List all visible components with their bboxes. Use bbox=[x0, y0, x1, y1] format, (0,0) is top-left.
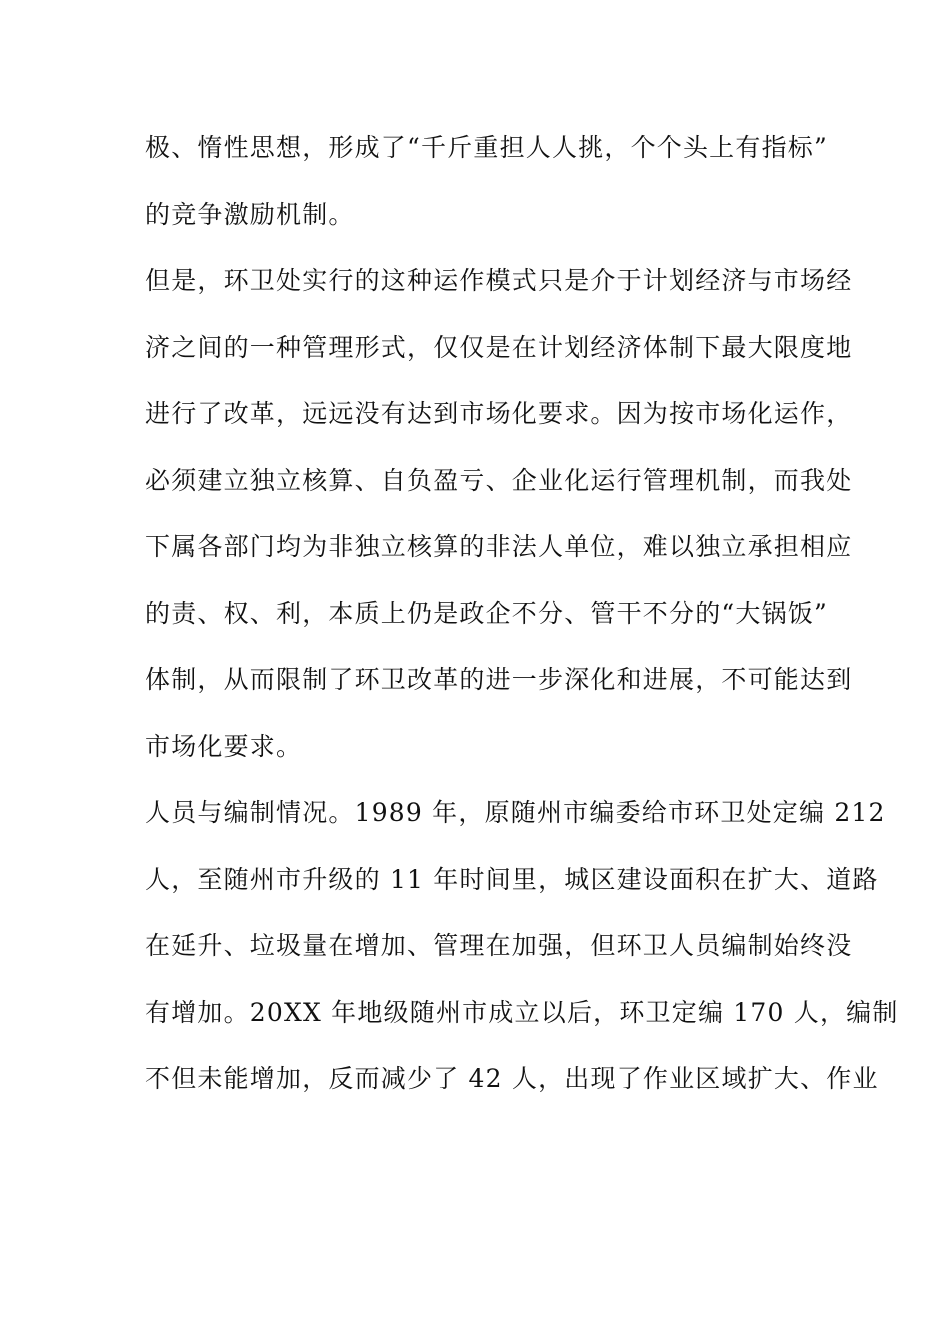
text-line: 人，至随州市升级的 11 年时间里，城区建设面积在扩大、道路 bbox=[145, 864, 879, 894]
text-line: 济之间的一种管理形式，仅仅是在计划经济体制下最大限度地 bbox=[145, 332, 853, 362]
text-line: 人员与编制情况。1989 年，原随州市编委给市环卫处定编 212 bbox=[145, 798, 886, 827]
text-line: 体制，从而限制了环卫改革的进一步深化和进展，不可能达到 bbox=[145, 665, 853, 694]
text-line: 市场化要求。 bbox=[145, 731, 303, 761]
text-line: 进行了改革，远远没有达到市场化要求。因为按市场化运作， bbox=[145, 399, 853, 428]
text-line: 极、惰性思想，形成了“千斤重担人人挑，个个头上有指标” bbox=[145, 133, 828, 162]
text-line: 必须建立独立核算、自负盈亏、企业化运行管理机制，而我处 bbox=[145, 465, 853, 495]
text-line: 不但未能增加，反而减少了 42 人，出现了作业区域扩大、作业 bbox=[145, 1064, 879, 1093]
text-line: 下属各部门均为非独立核算的非法人单位，难以独立承担相应 bbox=[145, 532, 853, 561]
text-line: 的竞争激励机制。 bbox=[145, 199, 355, 229]
text-line: 的责、权、利，本质上仍是政企不分、管干不分的“大锅饭” bbox=[145, 598, 828, 628]
text-line: 但是，环卫处实行的这种运作模式只是介于计划经济与市场经 bbox=[145, 266, 853, 295]
text-line: 有增加。20XX 年地级随州市成立以后，环卫定编 170 人，编制 bbox=[145, 997, 899, 1027]
text-line: 在延升、垃圾量在增加、管理在加强，但环卫人员编制始终没 bbox=[145, 931, 853, 960]
document-body bbox=[145, 128, 899, 1126]
